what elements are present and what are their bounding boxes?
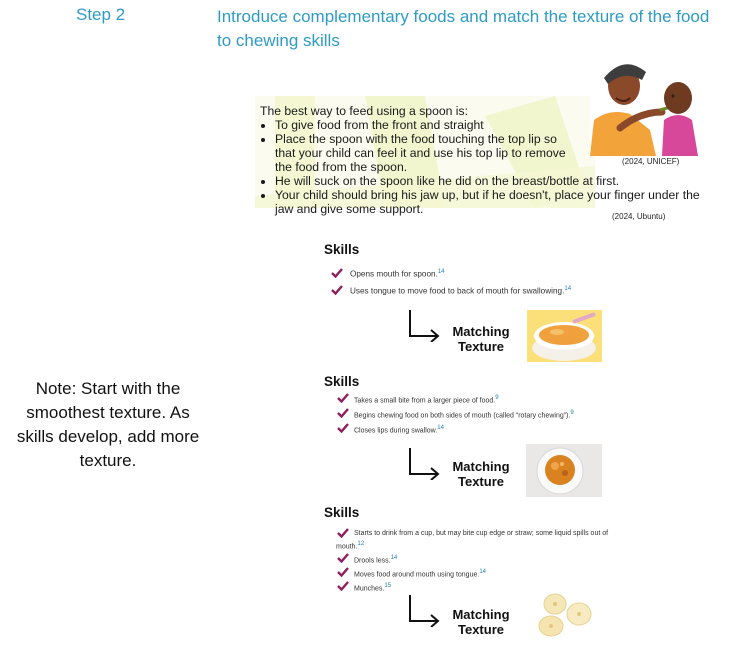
- checkmark-icon: [337, 528, 349, 538]
- skill-item: Uses tongue to move food to back of mouth for swallowing.$^{14}$: [350, 286, 572, 296]
- skills-heading: Skills: [324, 505, 360, 520]
- skills-heading: Skills: [324, 242, 360, 257]
- skill-item: mouth.$^{12}$: [336, 541, 365, 551]
- skills-heading: Skills: [324, 374, 360, 389]
- matching-texture-label: Matching Texture: [452, 324, 510, 354]
- image-credit: (2024, UNICEF): [622, 157, 680, 166]
- spoon-bullet: • He will suck on the spoon like he did on the breast/bottle at first.: [275, 174, 700, 188]
- checkmark-icon: [331, 268, 343, 278]
- skill-item: Opens mouth for spoon.$^{14}$: [350, 269, 445, 279]
- checkmark-icon: [337, 581, 349, 591]
- skill-item: Munches.$^{15}$: [354, 583, 392, 593]
- texture-note: Note: Start with the smoothest texture. As skills develop, add more texture.: [16, 379, 200, 470]
- arrow-icon: [407, 446, 441, 480]
- spoon-bullet: • To give food from the front and straight: [275, 118, 700, 132]
- spoon-intro: The best way to feed using a spoon is:: [260, 104, 468, 118]
- step-title: Introduce complementary foods and match the texture of the food to chewing skills: [217, 7, 710, 50]
- arrow-icon: [407, 593, 441, 627]
- text-credit: (2024, Ubuntu): [612, 212, 666, 221]
- mashed-food-bowl-icon: [526, 444, 602, 497]
- skill-item: Begins chewing food on both sides of mouth (called “rotary chewing”).$^9$: [354, 410, 574, 420]
- skill-item: Closes lips during swallow.$^{14}$: [354, 425, 444, 435]
- spoon-bullet: • Place the spoon with the food touching the top lip so that your child can feel it and use his top lip to remove the food from the spoon.: [275, 132, 575, 174]
- checkmark-icon: [337, 393, 349, 403]
- checkmark-icon: [337, 567, 349, 577]
- skill-item: Moves food around mouth using tongue.$^{14}$: [354, 569, 486, 579]
- banana-slices-icon: [531, 590, 597, 640]
- puree-bowl-icon: [527, 310, 602, 362]
- checkmark-icon: [337, 408, 349, 418]
- checkmark-icon: [337, 553, 349, 563]
- checkmark-icon: [331, 285, 343, 295]
- skill-item: Starts to drink from a cup, but may bite cup edge or straw; some liquid spills out of: [354, 530, 609, 537]
- arrow-icon: [407, 308, 441, 342]
- checkmark-icon: [337, 423, 349, 433]
- step-label: Step 2: [76, 5, 126, 24]
- skill-item: Takes a small bite from a larger piece of food.$^9$: [354, 395, 499, 405]
- skill-item: Drools less.$^{14}$: [354, 555, 398, 565]
- spoon-feeding-panel: [255, 96, 700, 226]
- mother-feeding-child-image: [590, 50, 698, 156]
- matching-texture-label: Matching Texture: [452, 607, 510, 637]
- matching-texture-label: Matching Texture: [452, 459, 510, 489]
- spoon-bullet: • Your child should bring his jaw up, but if he doesn't, place your finger under the jaw and give some support.: [275, 188, 700, 216]
